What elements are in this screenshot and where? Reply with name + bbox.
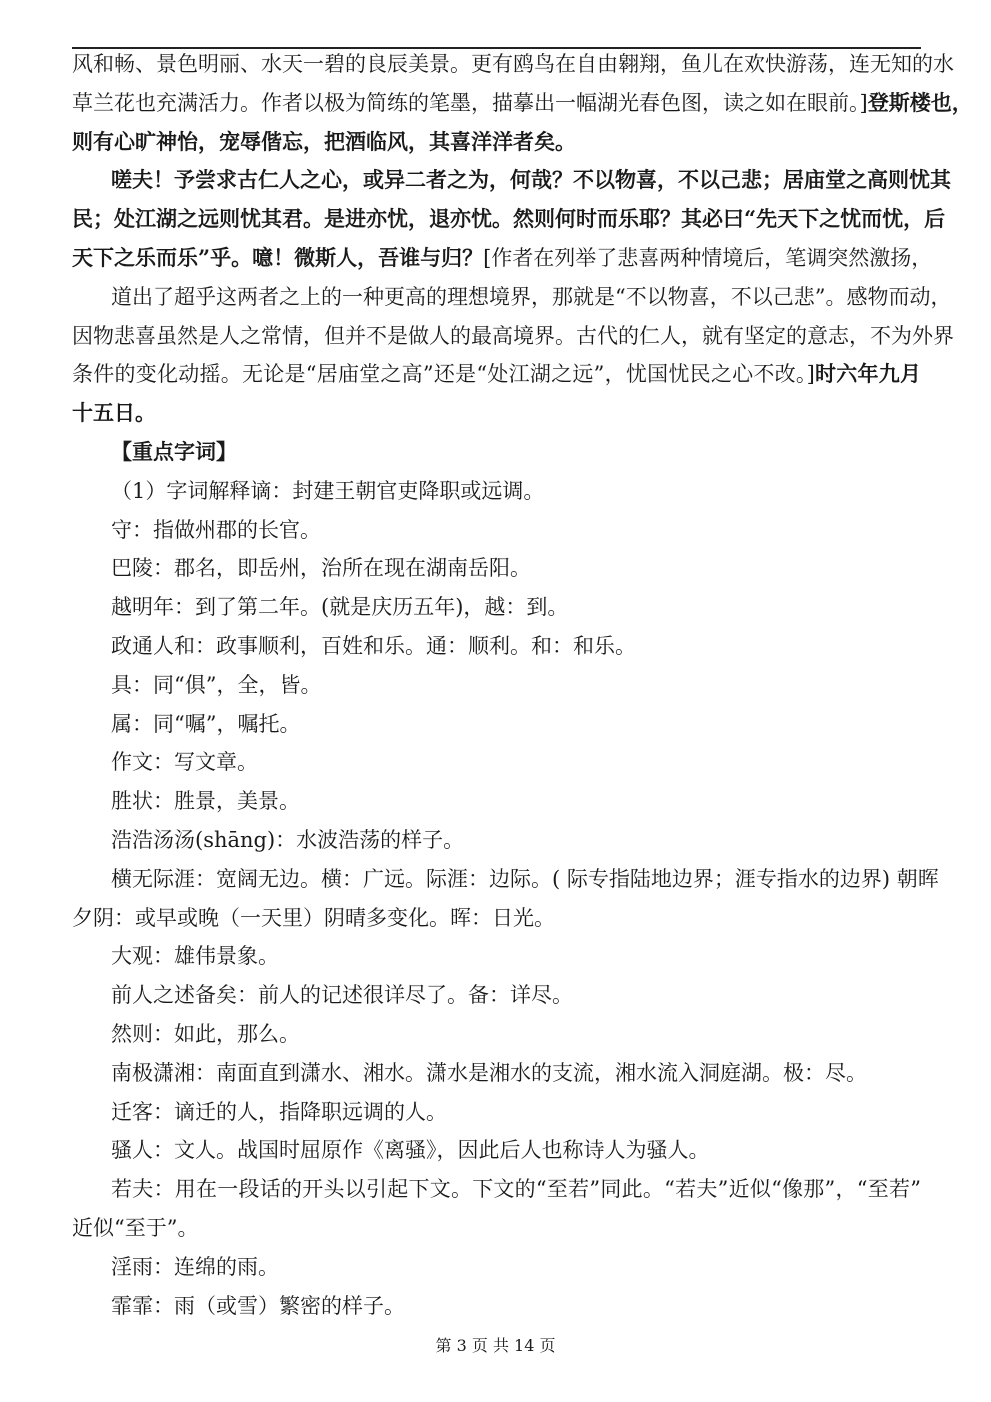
text-line: [72, 200, 946, 239]
text-line: [72, 123, 921, 162]
glossary-entry: [72, 472, 921, 511]
text-line: [72, 1054, 921, 1093]
text-line: [72, 45, 954, 84]
text: 政通人和：政事顺利，百姓和乐。通：顺利。和：和乐。: [111, 633, 636, 658]
section-heading: [72, 433, 921, 472]
glossary-entry: [72, 549, 921, 588]
text: 条件的变化动摇。无论是“居庙堂之高”还是“处江湖之远”，忧国忧民之心不改。]: [72, 362, 815, 387]
bold-text: 嗟夫！予尝求古仁人之心，或异二者之为，何哉？不以物喜，不以己悲；居庙堂之高则忧其: [111, 167, 951, 193]
glossary-entry: [72, 1287, 921, 1326]
text: 霏霏：雨（或雪）繁密的样子。: [111, 1293, 405, 1318]
text: [作者在列举了悲喜两种情境后，笔调突然激扬，: [483, 245, 933, 270]
glossary-entry: [72, 1093, 921, 1132]
page-footer: 第 3 页 共 14 页: [435, 1336, 556, 1355]
bold-text: 【重点字词】: [111, 438, 237, 464]
text-line: [72, 433, 921, 472]
text: 守：指做州郡的长官。: [111, 517, 321, 542]
glossary-entry: [72, 1170, 921, 1248]
text: 迁客：谪迁的人，指降职远调的人。: [111, 1099, 447, 1124]
glossary-entry: [72, 588, 921, 627]
text-line: [72, 821, 921, 860]
glossary-entry: [72, 705, 921, 744]
glossary-entry: [72, 821, 921, 860]
glossary-entry: [72, 937, 921, 976]
text-line: [72, 937, 921, 976]
glossary-entry: [72, 666, 921, 705]
text-line: [72, 1209, 921, 1248]
text-line: [72, 588, 921, 627]
glossary-entry: [72, 627, 921, 666]
text: 属：同“嘱”，嘱托。: [111, 711, 301, 736]
glossary-entry: [72, 1015, 921, 1054]
text: 道出了超乎这两者之上的一种更高的理想境界，那就是“不以物喜，不以己悲”。感物而动，: [111, 284, 952, 309]
text: 骚人：文人。战国时屈原作《离骚》，因此后人也称诗人为骚人。: [111, 1138, 710, 1163]
text-line: [72, 549, 921, 588]
bold-text: 则有心旷神怡，宠辱偕忘，把酒临风，其喜洋洋者矣。: [72, 128, 576, 154]
text-line: [72, 1131, 921, 1170]
text: 作文：写文章。: [111, 750, 258, 775]
text-line: [72, 782, 921, 821]
text: （1）字词解释谪：封建王朝官吏降职或远调。: [111, 478, 545, 503]
text: 夕阴：或早或晚（一天里）阴晴多变化。晖：日光。: [72, 905, 555, 930]
glossary-entry: [72, 511, 921, 550]
glossary-entry: [72, 976, 921, 1015]
text: 淫雨：连绵的雨。: [111, 1254, 279, 1279]
text: 近似“至于”。: [72, 1215, 199, 1240]
text-line: [72, 1093, 921, 1132]
text-line: [72, 1015, 921, 1054]
text-line: [72, 317, 954, 356]
bold-text: 登斯楼也，: [867, 89, 973, 115]
text-line: [72, 239, 933, 278]
paragraph: [72, 278, 954, 433]
text-line: [72, 860, 939, 899]
text-line: [72, 705, 921, 744]
text: 然则：如此，那么。: [111, 1021, 300, 1046]
glossary-entry: [72, 782, 921, 821]
text: 横无际涯：宽阔无边。横：广远。际涯：边际。( 际专指陆地边界；涯专指水的边界) 朝晖: [111, 866, 939, 891]
text: 浩浩汤汤(shāng)：水波浩荡的样子。: [111, 827, 465, 852]
bold-text: 时六年九月: [814, 361, 921, 387]
text-line: [72, 1287, 921, 1326]
text: 巴陵：郡名，即岳州，治所在现在湖南岳阳。: [111, 556, 531, 581]
text: 因物悲喜虽然是人之常情，但并不是做人的最高境界。古代的仁人，就有坚定的意志，不为外界: [72, 323, 954, 348]
glossary-entry: [72, 1054, 921, 1093]
text-line: [72, 743, 921, 782]
glossary-entry: [72, 1131, 921, 1170]
text: 草兰花也充满活力。作者以极为简练的笔墨，描摹出一幅湖光春色图，读之如在眼前。]: [72, 90, 868, 115]
bold-text: 民；处江湖之远则忧其君。是进亦忧，退亦忧。然则何时而乐耶？其必曰“先天下之忧而忧，后: [72, 206, 946, 232]
document-body: [72, 45, 973, 1325]
glossary-entry: [72, 743, 921, 782]
text-line: [72, 472, 921, 511]
text: 大观：雄伟景象。: [111, 944, 279, 969]
text-line: [72, 666, 921, 705]
glossary-entry: [72, 1248, 921, 1287]
text: 风和畅、景色明丽、水天一碧的良辰美景。更有鸥鸟在自由翱翔，鱼儿在欢快游荡，连无知的水: [72, 52, 954, 76]
text-line: [72, 278, 952, 317]
text: 前人之述备矣：前人的记述很详尽了。备：详尽。: [111, 983, 573, 1008]
text-line: [72, 511, 921, 550]
bold-text: 天下之乐而乐”乎。噫！微斯人，吾谁与归？: [72, 244, 484, 270]
glossary-entry: [72, 860, 939, 938]
bold-text: 十五日。: [72, 400, 156, 426]
text-line: [72, 899, 921, 938]
text-line: [72, 84, 973, 123]
text-line: [72, 355, 921, 394]
paragraph: [72, 161, 951, 277]
text: 南极潇湘：南面直到潇水、湘水。潇水是湘水的支流，湘水流入洞庭湖。极：尽。: [111, 1060, 867, 1085]
text-line: [72, 1248, 921, 1287]
text: 胜状：胜景，美景。: [111, 789, 300, 814]
text-line: [72, 627, 921, 666]
text-line: [72, 976, 921, 1015]
text-line: [72, 394, 921, 433]
paragraph: [72, 45, 973, 161]
text: 越明年：到了第二年。(就是庆历五年)，越：到。: [111, 595, 569, 620]
text-line: [72, 161, 951, 200]
text-line: [72, 1170, 921, 1209]
text: 若夫：用在一段话的开头以引起下文。下文的“至若”同此。“若夫”近似“像那”，“至若”: [111, 1177, 921, 1202]
text: 具：同“俱”，全，皆。: [111, 672, 322, 697]
